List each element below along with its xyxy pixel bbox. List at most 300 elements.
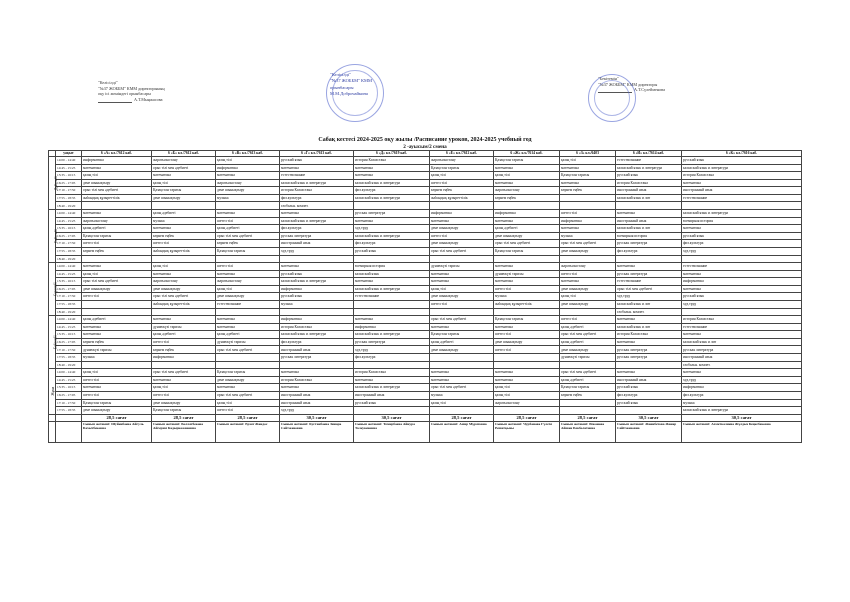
time-slot: 14:00 - 14:40 [56, 263, 82, 271]
lesson-cell: жаратылыстану [494, 399, 560, 407]
lesson-cell: орыс тілі мен әдебиеті [216, 391, 280, 399]
lesson-cell: иностранный язык [682, 354, 802, 362]
lesson-cell: Қазақстан тарихы [560, 172, 616, 180]
time-slot: 14:00 - 14:40 [56, 316, 82, 324]
time-slot: 18:40 - 19:20 [56, 361, 82, 369]
lesson-cell: музыка [216, 194, 280, 202]
lesson-cell: дене шынықтыру [494, 338, 560, 346]
table-row [49, 285, 802, 293]
lesson-cell: математика [152, 376, 216, 384]
lesson-cell: шетел тілі [494, 285, 560, 293]
lesson-cell [280, 308, 354, 316]
lesson-cell [560, 399, 616, 407]
table-row [49, 194, 802, 202]
lesson-cell: көркем еңбек [152, 346, 216, 354]
lesson-cell: қазақ әдебиеті [216, 331, 280, 339]
table-row [49, 338, 802, 346]
lesson-cell: жаратылыстану [82, 217, 152, 225]
lesson-cell [82, 255, 152, 263]
lesson-cell [82, 300, 152, 308]
lesson-cell: математика [682, 270, 802, 278]
lesson-cell: шетел тілі [216, 217, 280, 225]
lesson-cell [682, 308, 802, 316]
lesson-cell: музыка [280, 300, 354, 308]
lesson-cell: орыс тілі мен әдебиеті [616, 285, 682, 293]
lesson-cell: көркем еңбек [82, 338, 152, 346]
lesson-cell: қазақ тілі [216, 399, 280, 407]
lesson-cell: казахский язык и литература [682, 407, 802, 415]
time-slot: 16:25 - 17:05 [56, 285, 82, 293]
lesson-cell: естествознание [682, 194, 802, 202]
lesson-cell: математика [354, 217, 430, 225]
teachers-row-cell: Сынып жетекші: Кустанбаева Зинара Сейтжановна [280, 422, 354, 443]
lesson-cell: шетел тілі [82, 240, 152, 248]
lesson-cell: история Казахстана [354, 369, 430, 377]
time-slot: 15:35 - 16:15 [56, 225, 82, 233]
lesson-cell: казахский язык и литература [682, 210, 802, 218]
lesson-cell: математика [560, 225, 616, 233]
lesson-cell: иностранный язык [280, 399, 354, 407]
table-row [49, 247, 802, 255]
lesson-cell: физ.культура [280, 338, 354, 346]
lesson-cell: казахский язык и лит [616, 225, 682, 233]
time-slot: 15:35 - 16:15 [56, 331, 82, 339]
lesson-cell: худ.труд [354, 346, 430, 354]
blank-cell [49, 422, 56, 443]
hours-row-cell: 28,5 сағат [82, 414, 152, 421]
lesson-cell [354, 202, 430, 210]
lesson-cell: жаратылыстану [216, 179, 280, 187]
lesson-cell: қазақ тілі [494, 384, 560, 392]
lesson-cell: көркем еңбек [430, 187, 494, 195]
lesson-cell [560, 361, 616, 369]
lesson-cell: математика [430, 369, 494, 377]
lesson-cell: орыс тілі мен әдебиеті [152, 164, 216, 172]
lesson-cell: Қазақстан тарихы [82, 399, 152, 407]
lesson-cell [152, 308, 216, 316]
lesson-cell: математика [616, 369, 682, 377]
lesson-cell: математика [354, 172, 430, 180]
lesson-cell: математика [494, 164, 560, 172]
lesson-cell: информатика [682, 278, 802, 286]
lesson-cell: жаратылыстану [430, 157, 494, 165]
lesson-cell [152, 361, 216, 369]
lesson-cell [354, 255, 430, 263]
lesson-cell: дүниежүзі тарихы [216, 338, 280, 346]
lesson-cell: русская литература [682, 346, 802, 354]
lesson-cell: казахский язык и литература [616, 164, 682, 172]
lesson-cell: дүниежүзі тарихы [82, 346, 152, 354]
lesson-cell: математика [280, 263, 354, 271]
lesson-cell: всемирная история [682, 217, 802, 225]
lesson-cell: жаратылыстану [152, 278, 216, 286]
lesson-cell: худ.труд [682, 247, 802, 255]
lesson-cell: орыс тілі мен әдебиеті [430, 247, 494, 255]
lesson-cell: шетел тілі [494, 346, 560, 354]
class-column-header: 6 «А» кл./7612 каб. [82, 151, 152, 157]
table-row [49, 232, 802, 240]
table-row [49, 407, 802, 415]
teachers-row-cell: Сынып жетекші: Темирбаева Айнура Толеукеновна [354, 422, 430, 443]
lesson-cell: иностранный язык [280, 240, 354, 248]
lesson-cell: шетел тілі [152, 338, 216, 346]
lesson-cell: музыка [152, 217, 216, 225]
lesson-cell: иностранный язык [354, 391, 430, 399]
lesson-cell [494, 361, 560, 369]
lesson-cell: дене шынықтыру [216, 187, 280, 195]
lesson-cell: математика [82, 331, 152, 339]
lesson-cell: информатика [280, 316, 354, 324]
lesson-cell: Қазақстан тарихы [216, 247, 280, 255]
table-row [49, 346, 802, 354]
lesson-cell: математика [354, 376, 430, 384]
lesson-cell: история Казахстана [616, 179, 682, 187]
lesson-cell: шетел тілі [216, 407, 280, 415]
lesson-cell: всемирная история [616, 232, 682, 240]
lesson-cell: худ.труд [280, 247, 354, 255]
lesson-cell: естествознание [616, 157, 682, 165]
lesson-cell: математика [682, 331, 802, 339]
lesson-cell: музыка [430, 391, 494, 399]
lesson-cell: шетел тілі [82, 391, 152, 399]
class-column-header: 6 «Б» кл./7612 каб. [152, 151, 216, 157]
lesson-cell: русский язык [354, 247, 430, 255]
lesson-cell: математика [494, 217, 560, 225]
time-slot: 16:25 - 17:05 [56, 232, 82, 240]
lesson-cell: шетел тілі [216, 263, 280, 271]
time-slot: 14:45 - 15:25 [56, 323, 82, 331]
lesson-cell: математика [616, 338, 682, 346]
lesson-cell: шетел тілі [560, 210, 616, 218]
lesson-cell: математика [494, 376, 560, 384]
lesson-cell: математика [280, 384, 354, 392]
table-row [49, 240, 802, 248]
lesson-cell: көркем еңбек [216, 240, 280, 248]
lesson-cell: информатика [682, 384, 802, 392]
lesson-cell: дене шынықтыру [152, 285, 216, 293]
lesson-cell: информатика [216, 164, 280, 172]
teachers-row-cell: Сынып жетекші: Ерзат Жандос [216, 422, 280, 443]
lesson-cell: казахский язык и лит [616, 194, 682, 202]
time-slot: 17:10 - 17:50 [56, 187, 82, 195]
lesson-cell: қазақ тілі [430, 399, 494, 407]
table-row [49, 278, 802, 286]
time-slot: 14:00 - 14:40 [56, 369, 82, 377]
lesson-cell: математика [216, 384, 280, 392]
table-row [49, 308, 802, 316]
lesson-cell: жаратылыстану [216, 278, 280, 286]
lesson-cell: русский язык [616, 384, 682, 392]
lesson-cell: орыс тілі мен әдебиеті [216, 232, 280, 240]
lesson-cell: қазақ тілі [216, 285, 280, 293]
lesson-cell: жаратылыстану [494, 187, 560, 195]
lesson-cell [430, 354, 494, 362]
table-row [49, 391, 802, 399]
lesson-cell: история Казахстана [682, 316, 802, 324]
lesson-cell: қазақ әдебиеті [494, 225, 560, 233]
time-slot: 15:35 - 16:15 [56, 384, 82, 392]
lesson-cell: дене шынықтыру [560, 247, 616, 255]
time-slot: 17:55 - 18:35 [56, 300, 82, 308]
hours-row-cell: 28,5 сағат [430, 414, 494, 421]
lesson-cell: казахский язык и лит [616, 300, 682, 308]
lesson-cell [216, 354, 280, 362]
day-label: Жұма [49, 369, 56, 414]
teachers-row-cell: Сынып жетекші: Ахметкалиева Жұлдыз Кеңесбековна [682, 422, 802, 443]
lesson-cell: музыка [494, 293, 560, 301]
day-label: Бейсенбі [49, 316, 56, 369]
lesson-cell [616, 202, 682, 210]
hours-row-cell: 30,5 сағат [280, 414, 354, 421]
lesson-cell: математика [682, 369, 802, 377]
lesson-cell: математика [354, 164, 430, 172]
lesson-cell: история Казахстана [280, 187, 354, 195]
approve-line: оқу ісі жөніндегі орынбасары [98, 91, 151, 97]
lesson-cell: шетел тілі [152, 391, 216, 399]
table-row [49, 202, 802, 210]
lesson-cell [494, 407, 560, 415]
lesson-cell: қазақ әдебиеті [82, 225, 152, 233]
lesson-cell: қазақ тілі [152, 263, 216, 271]
lesson-cell: Қазақстан тарихы [430, 331, 494, 339]
lesson-cell: иностранный язык [682, 187, 802, 195]
lesson-cell: Қазақстан тарихы [560, 384, 616, 392]
lesson-cell: қазақ әдебиеті [560, 376, 616, 384]
class-column-header: 6 «Г» кл./7613 каб. [280, 151, 354, 157]
approve-line: "Келісілді" [98, 80, 118, 85]
lesson-cell: Қазақстан тарихы [494, 316, 560, 324]
lesson-cell: иностранный язык [280, 346, 354, 354]
lesson-cell: жаратылыстану [560, 263, 616, 271]
lesson-cell: қазақ әдебиеті [430, 338, 494, 346]
seal-stamp-icon [588, 74, 636, 122]
time-slot: 18:40 - 19:20 [56, 255, 82, 263]
lesson-cell: дене шынықтыру [82, 407, 152, 415]
time-slot: 14:45 - 15:25 [56, 164, 82, 172]
table-row [49, 217, 802, 225]
class-column-header: 6 «И» кл./7614 каб. [616, 151, 682, 157]
table-row [49, 225, 802, 233]
table-row [49, 172, 802, 180]
lesson-cell [682, 255, 802, 263]
class-column-header: 6 «З» кл./6403 [560, 151, 616, 157]
hours-row-cell: 28,5 сағат [560, 414, 616, 421]
teachers-row-cell: Сынып жетекші: Чурбанова Гүлсім Решатқызы [494, 422, 560, 443]
lesson-cell [354, 308, 430, 316]
time-slot: 14:00 - 14:40 [56, 157, 82, 165]
hours-row-cell: 28,5 сағат [216, 414, 280, 421]
lesson-cell: русский язык [682, 232, 802, 240]
lesson-cell: шетел тілі [152, 240, 216, 248]
lesson-cell [430, 202, 494, 210]
lesson-cell: математика [216, 210, 280, 218]
lesson-cell [152, 202, 216, 210]
lesson-cell: естествознание [354, 293, 430, 301]
lesson-cell: көркем еңбек [560, 187, 616, 195]
lesson-cell: математика [280, 210, 354, 218]
lesson-cell: физ.культура [354, 187, 430, 195]
lesson-cell: жаһандық құзыреттілік [152, 247, 216, 255]
lesson-cell: худ.труд [682, 376, 802, 384]
lesson-cell: қазақ тілі [430, 285, 494, 293]
lesson-cell: жаһандық құзыреттілік [152, 300, 216, 308]
lesson-cell: математика [616, 263, 682, 271]
lesson-cell: худ.труд [682, 300, 802, 308]
lesson-cell: математика [560, 179, 616, 187]
lesson-cell: математика [152, 316, 216, 324]
lesson-cell: жаратылыстану [152, 157, 216, 165]
lesson-cell: музыка [82, 354, 152, 362]
lesson-cell: қазақ тілі [494, 391, 560, 399]
lesson-cell: көркем еңбек [82, 247, 152, 255]
lesson-cell: математика [354, 278, 430, 286]
lesson-cell: математика [494, 323, 560, 331]
lesson-cell: дүниежүзі тарихы [152, 323, 216, 331]
left-approval-block [98, 80, 218, 103]
lesson-cell: орыс тілі мен әдебиеті [494, 240, 560, 248]
time-slot: 17:55 - 18:35 [56, 354, 82, 362]
class-column-header: 6 «В» кл./7613 каб. [216, 151, 280, 157]
lesson-cell: математика [152, 225, 216, 233]
lesson-cell: худ.труд [280, 407, 354, 415]
lesson-cell: көркем еңбек [152, 232, 216, 240]
lesson-cell: математика [82, 210, 152, 218]
time-slot: 17:55 - 18:35 [56, 194, 82, 202]
lesson-cell: дене шынықтыру [216, 376, 280, 384]
lesson-cell: дене шынықтыру [430, 240, 494, 248]
lesson-cell: орыс тілі мен әдебиеті [82, 187, 152, 195]
lesson-cell: шетел тілі [430, 232, 494, 240]
lesson-cell: иностранный язык [616, 217, 682, 225]
lesson-cell [280, 361, 354, 369]
lesson-cell: математика [82, 164, 152, 172]
lesson-cell [430, 308, 494, 316]
lesson-cell: дүниежүзі тарихы [430, 263, 494, 271]
hours-row-cell: 28,5 сағат [494, 414, 560, 421]
lesson-cell: математика [280, 164, 354, 172]
schedule-table [48, 150, 802, 443]
lesson-cell [82, 202, 152, 210]
lesson-cell: музыка [560, 232, 616, 240]
lesson-cell: история Казахстана [280, 323, 354, 331]
lesson-cell: дене шынықтыру [430, 346, 494, 354]
lesson-cell: қазақ тілі [560, 157, 616, 165]
lesson-cell: жаһандық құзыреттілік [494, 300, 560, 308]
lesson-cell: орыс тілі мен әдебиеті [152, 369, 216, 377]
lesson-cell: русская литература [280, 232, 354, 240]
table-row [49, 323, 802, 331]
lesson-cell: естествознание [682, 323, 802, 331]
lesson-cell: русский язык [682, 157, 802, 165]
lesson-cell [216, 361, 280, 369]
time-slot: 17:55 - 18:35 [56, 407, 82, 415]
lesson-cell: дене шынықтыру [152, 399, 216, 407]
table-row [49, 157, 802, 165]
lesson-cell: русская литература [354, 210, 430, 218]
lesson-cell: русская литература [616, 270, 682, 278]
lesson-cell [152, 255, 216, 263]
lesson-cell [616, 407, 682, 415]
lesson-cell: Қазақстан тарихы [152, 407, 216, 415]
lesson-cell [494, 354, 560, 362]
class-column-header: 6 «Ж» кл./7614 каб. [494, 151, 560, 157]
time-slot: 14:45 - 15:25 [56, 217, 82, 225]
lesson-cell [616, 361, 682, 369]
lesson-cell: орыс тілі мен әдебиеті [430, 384, 494, 392]
lesson-cell: история Казахстана [682, 172, 802, 180]
lesson-cell: история Казахстана [280, 376, 354, 384]
hours-row-cell: 30,5 сағат [616, 414, 682, 421]
lesson-cell: математика [430, 323, 494, 331]
lesson-cell: естествознание [280, 172, 354, 180]
lesson-cell: математика [216, 270, 280, 278]
lesson-cell: математика [354, 316, 430, 324]
lesson-cell: иностранный язык [280, 391, 354, 399]
lesson-cell: иностранный язык [616, 376, 682, 384]
lesson-cell: математика [430, 278, 494, 286]
time-slot: 17:10 - 17:50 [56, 293, 82, 301]
lesson-cell: глобальн. компет. [616, 308, 682, 316]
table-row [49, 293, 802, 301]
lesson-cell [616, 255, 682, 263]
table-row [49, 270, 802, 278]
lesson-cell: математика [616, 210, 682, 218]
lesson-cell: информатика [560, 217, 616, 225]
lesson-cell [216, 202, 280, 210]
lesson-cell [354, 300, 430, 308]
lesson-cell: қазақ әдебиеті [82, 316, 152, 324]
teachers-row-cell: Сынып жетекші: Біжанова Айшан Бекболатовна [560, 422, 616, 443]
lesson-cell: русская литература [280, 354, 354, 362]
lesson-cell: математика [152, 270, 216, 278]
lesson-cell: шетел тілі [430, 300, 494, 308]
lesson-cell: Қазақстан тарихы [152, 187, 216, 195]
lesson-cell: көркем еңбек [494, 194, 560, 202]
lesson-cell: қазақ тілі [82, 369, 152, 377]
time-slot: 15:35 - 16:15 [56, 172, 82, 180]
day-label: Сәрсенбі [49, 263, 56, 316]
lesson-cell: информатика [280, 285, 354, 293]
teachers-row [49, 422, 802, 443]
lesson-cell [430, 407, 494, 415]
lesson-cell: математика [82, 384, 152, 392]
page-subtitle: 2 -ауысым/2 смена [403, 144, 447, 150]
table-row [49, 255, 802, 263]
lesson-cell: қазақ тілі [152, 384, 216, 392]
teachers-row-cell: Сынып жетекші: Жиенбетова Жанар Сейітжановна [616, 422, 682, 443]
time-slot: 17:10 - 17:50 [56, 240, 82, 248]
lesson-cell [354, 361, 430, 369]
time-slot: 15:35 - 16:15 [56, 278, 82, 286]
lesson-cell: информатика [82, 157, 152, 165]
table-row [49, 331, 802, 339]
lesson-cell [560, 202, 616, 210]
table-row [49, 164, 802, 172]
lesson-cell: худ.труд [616, 293, 682, 301]
lesson-cell: математика [682, 179, 802, 187]
lesson-cell: математика [494, 179, 560, 187]
lesson-cell: дене шынықтыру [216, 293, 280, 301]
time-column-header: уақыт [56, 151, 82, 157]
table-row [49, 384, 802, 392]
lesson-cell: қазақ тілі [430, 172, 494, 180]
lesson-cell: математика [682, 225, 802, 233]
hours-row-cell: 30,5 сағат [354, 414, 430, 421]
lesson-cell: история Казахстана [616, 331, 682, 339]
approve-line: "№37 ЖОББМ" КММ директоры [598, 81, 658, 87]
lesson-cell: информатика [430, 210, 494, 218]
time-slot: 17:55 - 18:35 [56, 247, 82, 255]
